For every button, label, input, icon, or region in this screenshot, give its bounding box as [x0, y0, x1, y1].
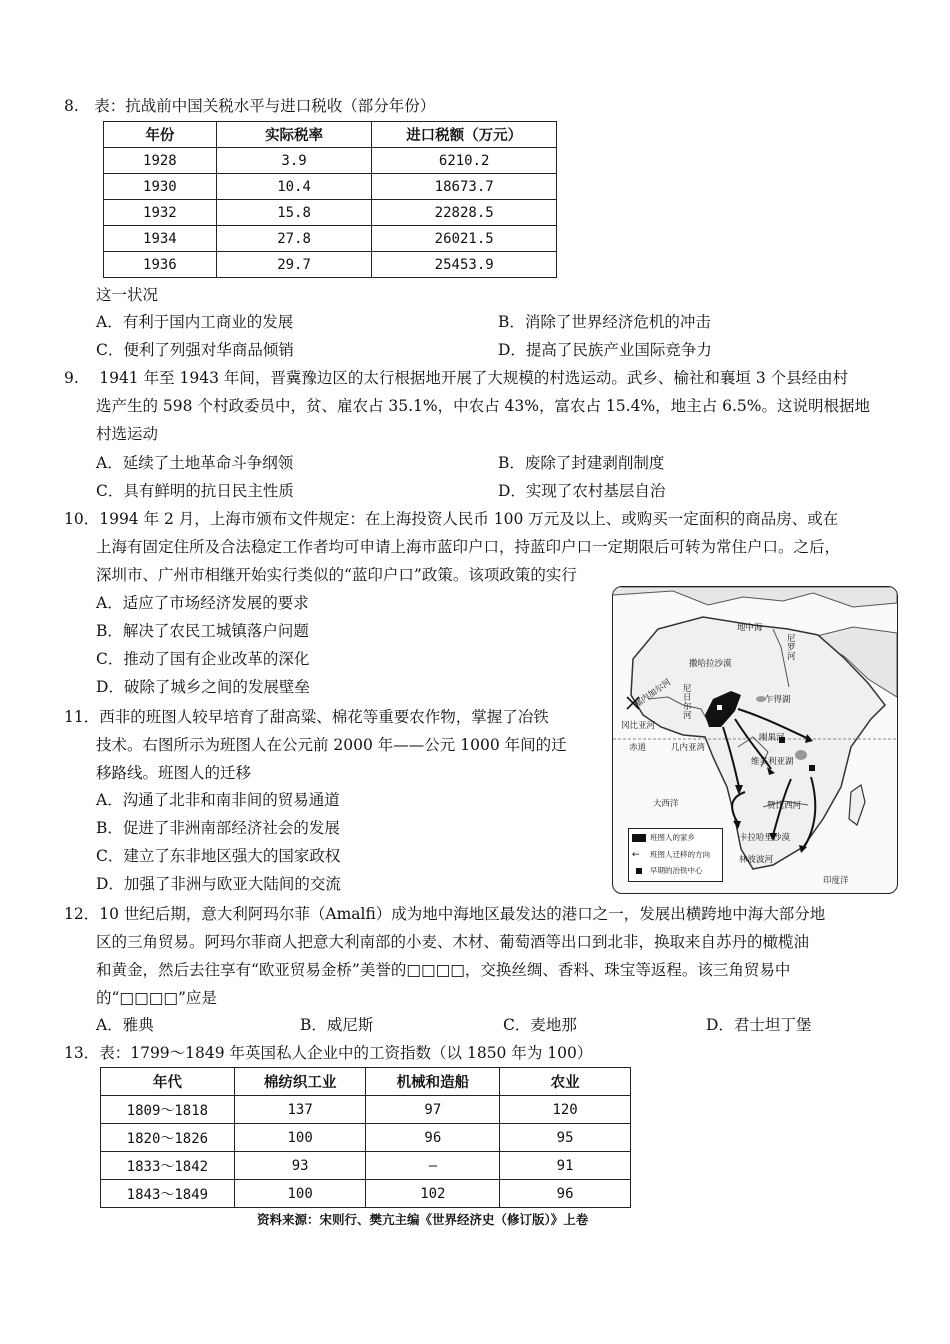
- q11-line3: 移路线。班图人的迁移: [96, 764, 252, 782]
- header-cell: 机械和造船: [366, 1068, 500, 1096]
- cell: 93: [234, 1152, 366, 1180]
- header-cell: 年代: [101, 1068, 235, 1096]
- label-niger: 尼日尔河: [683, 684, 692, 721]
- q9-option-a[interactable]: A．延续了土地革命斗争纲领: [96, 454, 294, 472]
- cell: 97: [366, 1096, 500, 1124]
- q13-source: 资料来源：宋则行、樊亢主编《世界经济史（修订版）》上卷: [257, 1212, 589, 1227]
- cell: 100: [234, 1180, 366, 1208]
- q9-line2: 选产生的 598 个村政委员中，贫、雇农占 35.1%，中农占 43%，富农占 15.4%，地主占 6.5%。这说明根据地: [96, 397, 870, 415]
- q11-option-c[interactable]: C．建立了东非地区强大的国家政权: [96, 847, 341, 865]
- cell: 1930: [104, 174, 217, 200]
- arrow-left-icon: ←: [632, 850, 640, 860]
- table-row: [101, 1152, 631, 1180]
- cell: 137: [234, 1096, 366, 1124]
- q8-option-b[interactable]: B．消除了世界经济危机的冲击: [498, 313, 711, 331]
- cell: 96: [366, 1124, 500, 1152]
- cell: 102: [366, 1180, 500, 1208]
- q8-table: [103, 121, 557, 278]
- cell: 1820～1826: [101, 1124, 235, 1152]
- cell: 15.8: [216, 200, 372, 226]
- header-cell: 棉纺织工业: [234, 1068, 366, 1096]
- header-cell: 实际税率: [216, 122, 372, 148]
- table-row: [104, 226, 557, 252]
- legend-homeland-label: 班图人的家乡: [650, 833, 695, 842]
- cell: 10.4: [216, 174, 372, 200]
- legend-iron: [632, 865, 703, 876]
- label-atlantic: 大西洋: [653, 799, 679, 809]
- cell: 1809～1818: [101, 1096, 235, 1124]
- q10-option-b[interactable]: B．解决了农民工城镇落户问题: [96, 622, 309, 640]
- legend-direction-label: 班图人迁移的方向: [650, 850, 710, 859]
- iron-center-icon: [636, 868, 642, 874]
- q8-tail: 这一状况: [96, 286, 159, 304]
- table-row: [101, 1180, 631, 1208]
- q8-option-a[interactable]: A．有利于国内工商业的发展: [96, 313, 294, 331]
- q9-line3: 村选运动: [96, 425, 159, 443]
- q12-line2: 区的三角贸易。阿玛尔菲商人把意大利南部的小麦、木材、葡萄酒等出口到北非，换取来自苏丹的橄榄油: [96, 933, 810, 951]
- header-cell: 进口税额（万元）: [372, 122, 557, 148]
- cell: 22828.5: [372, 200, 557, 226]
- cell: 120: [500, 1096, 631, 1124]
- q13-stem: 13．表：1799～1849 年英国私人企业中的工资指数（以 1850 年为 100）: [64, 1044, 593, 1062]
- label-senegal: 塞内加尔河: [632, 677, 674, 711]
- q10-option-a[interactable]: A．适应了市场经济发展的要求: [96, 594, 309, 612]
- table-row: [104, 148, 557, 174]
- label-guinea: 几内亚湾: [671, 743, 706, 753]
- q11-option-b[interactable]: B．促进了非洲南部经济社会的发展: [96, 819, 340, 837]
- table-header-row: [104, 122, 557, 148]
- q9-option-b[interactable]: B．废除了封建剥削制度: [498, 454, 665, 472]
- table-row: [104, 252, 557, 278]
- label-equator: 赤道: [629, 743, 647, 753]
- cell: 1928: [104, 148, 217, 174]
- label-indian: 印度洋: [823, 876, 849, 886]
- cell: 96: [500, 1180, 631, 1208]
- q10-option-c[interactable]: C．推动了国有企业改革的深化: [96, 650, 310, 668]
- q11-option-d[interactable]: D．加强了非洲与欧亚大陆间的交流: [96, 875, 341, 893]
- label-kalahari: 卡拉哈里沙漠: [739, 833, 791, 843]
- cell: 29.7: [216, 252, 372, 278]
- table-header-row: [101, 1068, 631, 1096]
- label-victoria: 维多利亚湖: [751, 757, 794, 767]
- q8-option-c[interactable]: C．便利了列强对华商品倾销: [96, 341, 294, 359]
- q12-option-b[interactable]: B．威尼斯: [300, 1016, 374, 1034]
- q8-option-d[interactable]: D．提高了民族产业国际竞争力: [498, 341, 712, 359]
- cell: 25453.9: [372, 252, 557, 278]
- legend-iron-label: 早期的冶铁中心: [650, 866, 703, 875]
- q12-line4: 的“□□□□”应是: [96, 989, 217, 1007]
- cell: 91: [500, 1152, 631, 1180]
- table-row: [101, 1124, 631, 1152]
- q11-option-a[interactable]: A．沟通了北非和南非间的贸易通道: [96, 791, 340, 809]
- cell: 100: [234, 1124, 366, 1152]
- table-row: [104, 174, 557, 200]
- table-row: [101, 1096, 631, 1124]
- q12-option-a[interactable]: A．雅典: [96, 1016, 154, 1034]
- cell: 1932: [104, 200, 217, 226]
- q8-stem: 8. 表：抗战前中国关税水平与进口税收（部分年份）: [64, 97, 436, 115]
- q11-line2: 技术。右图所示为班图人在公元前 2000 年——公元 1000 年间的迁: [96, 736, 567, 754]
- q12-line3: 和黄金，然后去往享有“欧亚贸易金桥”美誉的□□□□，交换丝绸、香料、珠宝等返程。该三角贸易中: [96, 961, 791, 979]
- label-limpopo: 林波波河: [739, 855, 774, 865]
- cell: —: [366, 1152, 500, 1180]
- q10-line1: 10．1994 年 2 月，上海市颁布文件规定：在上海投资人民币 100 万元及以上、或购买一定面积的商品房、或在: [64, 510, 839, 528]
- label-gambia: 冈比亚河: [621, 721, 656, 731]
- q9-line1: 9. 1941 年至 1943 年间，晋冀豫边区的太行根据地开展了大规模的村选运动。武乡、榆社和襄垣 3 个县经由村: [64, 369, 849, 387]
- cell: 1833～1842: [101, 1152, 235, 1180]
- q10-line2: 上海有固定住所及合法稳定工作者均可申请上海市蓝印户口，持蓝印户口一定期限后可转为常住户口。之后，: [96, 538, 841, 556]
- q10-line3: 深圳市、广州市相继开始实行类似的“蓝印户口”政策。该项政策的实行: [96, 566, 577, 584]
- q9-option-c[interactable]: C．具有鲜明的抗日民主性质: [96, 482, 294, 500]
- q11-line1: 11．西非的班图人较早培育了甜高粱、棉花等重要农作物，掌握了冶铁: [64, 708, 549, 726]
- q12-option-d[interactable]: D．君士坦丁堡: [706, 1016, 812, 1034]
- label-chad: 乍得湖: [765, 695, 791, 705]
- q10-option-d[interactable]: D．破除了城乡之间的发展壁垒: [96, 678, 310, 696]
- legend-homeland: [632, 832, 695, 843]
- homeland-swatch: [632, 834, 646, 842]
- label-mediterranean: 地中海: [737, 623, 763, 633]
- cell: 6210.2: [372, 148, 557, 174]
- label-nile: 尼罗河: [787, 634, 796, 662]
- label-sahara: 撒哈拉沙漠: [689, 659, 732, 669]
- cell: 1843～1849: [101, 1180, 235, 1208]
- q12-option-c[interactable]: C．麦地那: [503, 1016, 577, 1034]
- map-legend: [628, 828, 723, 882]
- label-zambezi: 赞比西河: [767, 801, 802, 811]
- cell: 1934: [104, 226, 217, 252]
- cell: 27.8: [216, 226, 372, 252]
- cell: 26021.5: [372, 226, 557, 252]
- table-row: [104, 200, 557, 226]
- q13-table: [100, 1067, 631, 1208]
- header-cell: 农业: [500, 1068, 631, 1096]
- q12-line1: 12．10 世纪后期，意大利阿玛尔菲（Amalfi）成为地中海地区最发达的港口之一，发展出横跨地中海大部分地: [64, 905, 826, 923]
- header-cell: 年份: [104, 122, 217, 148]
- q9-option-d[interactable]: D．实现了农村基层自治: [498, 482, 666, 500]
- cell: 3.9: [216, 148, 372, 174]
- cell: 1936: [104, 252, 217, 278]
- cell: 95: [500, 1124, 631, 1152]
- legend-direction: [632, 849, 710, 860]
- cell: 18673.7: [372, 174, 557, 200]
- label-congo: 刚果河: [759, 733, 785, 743]
